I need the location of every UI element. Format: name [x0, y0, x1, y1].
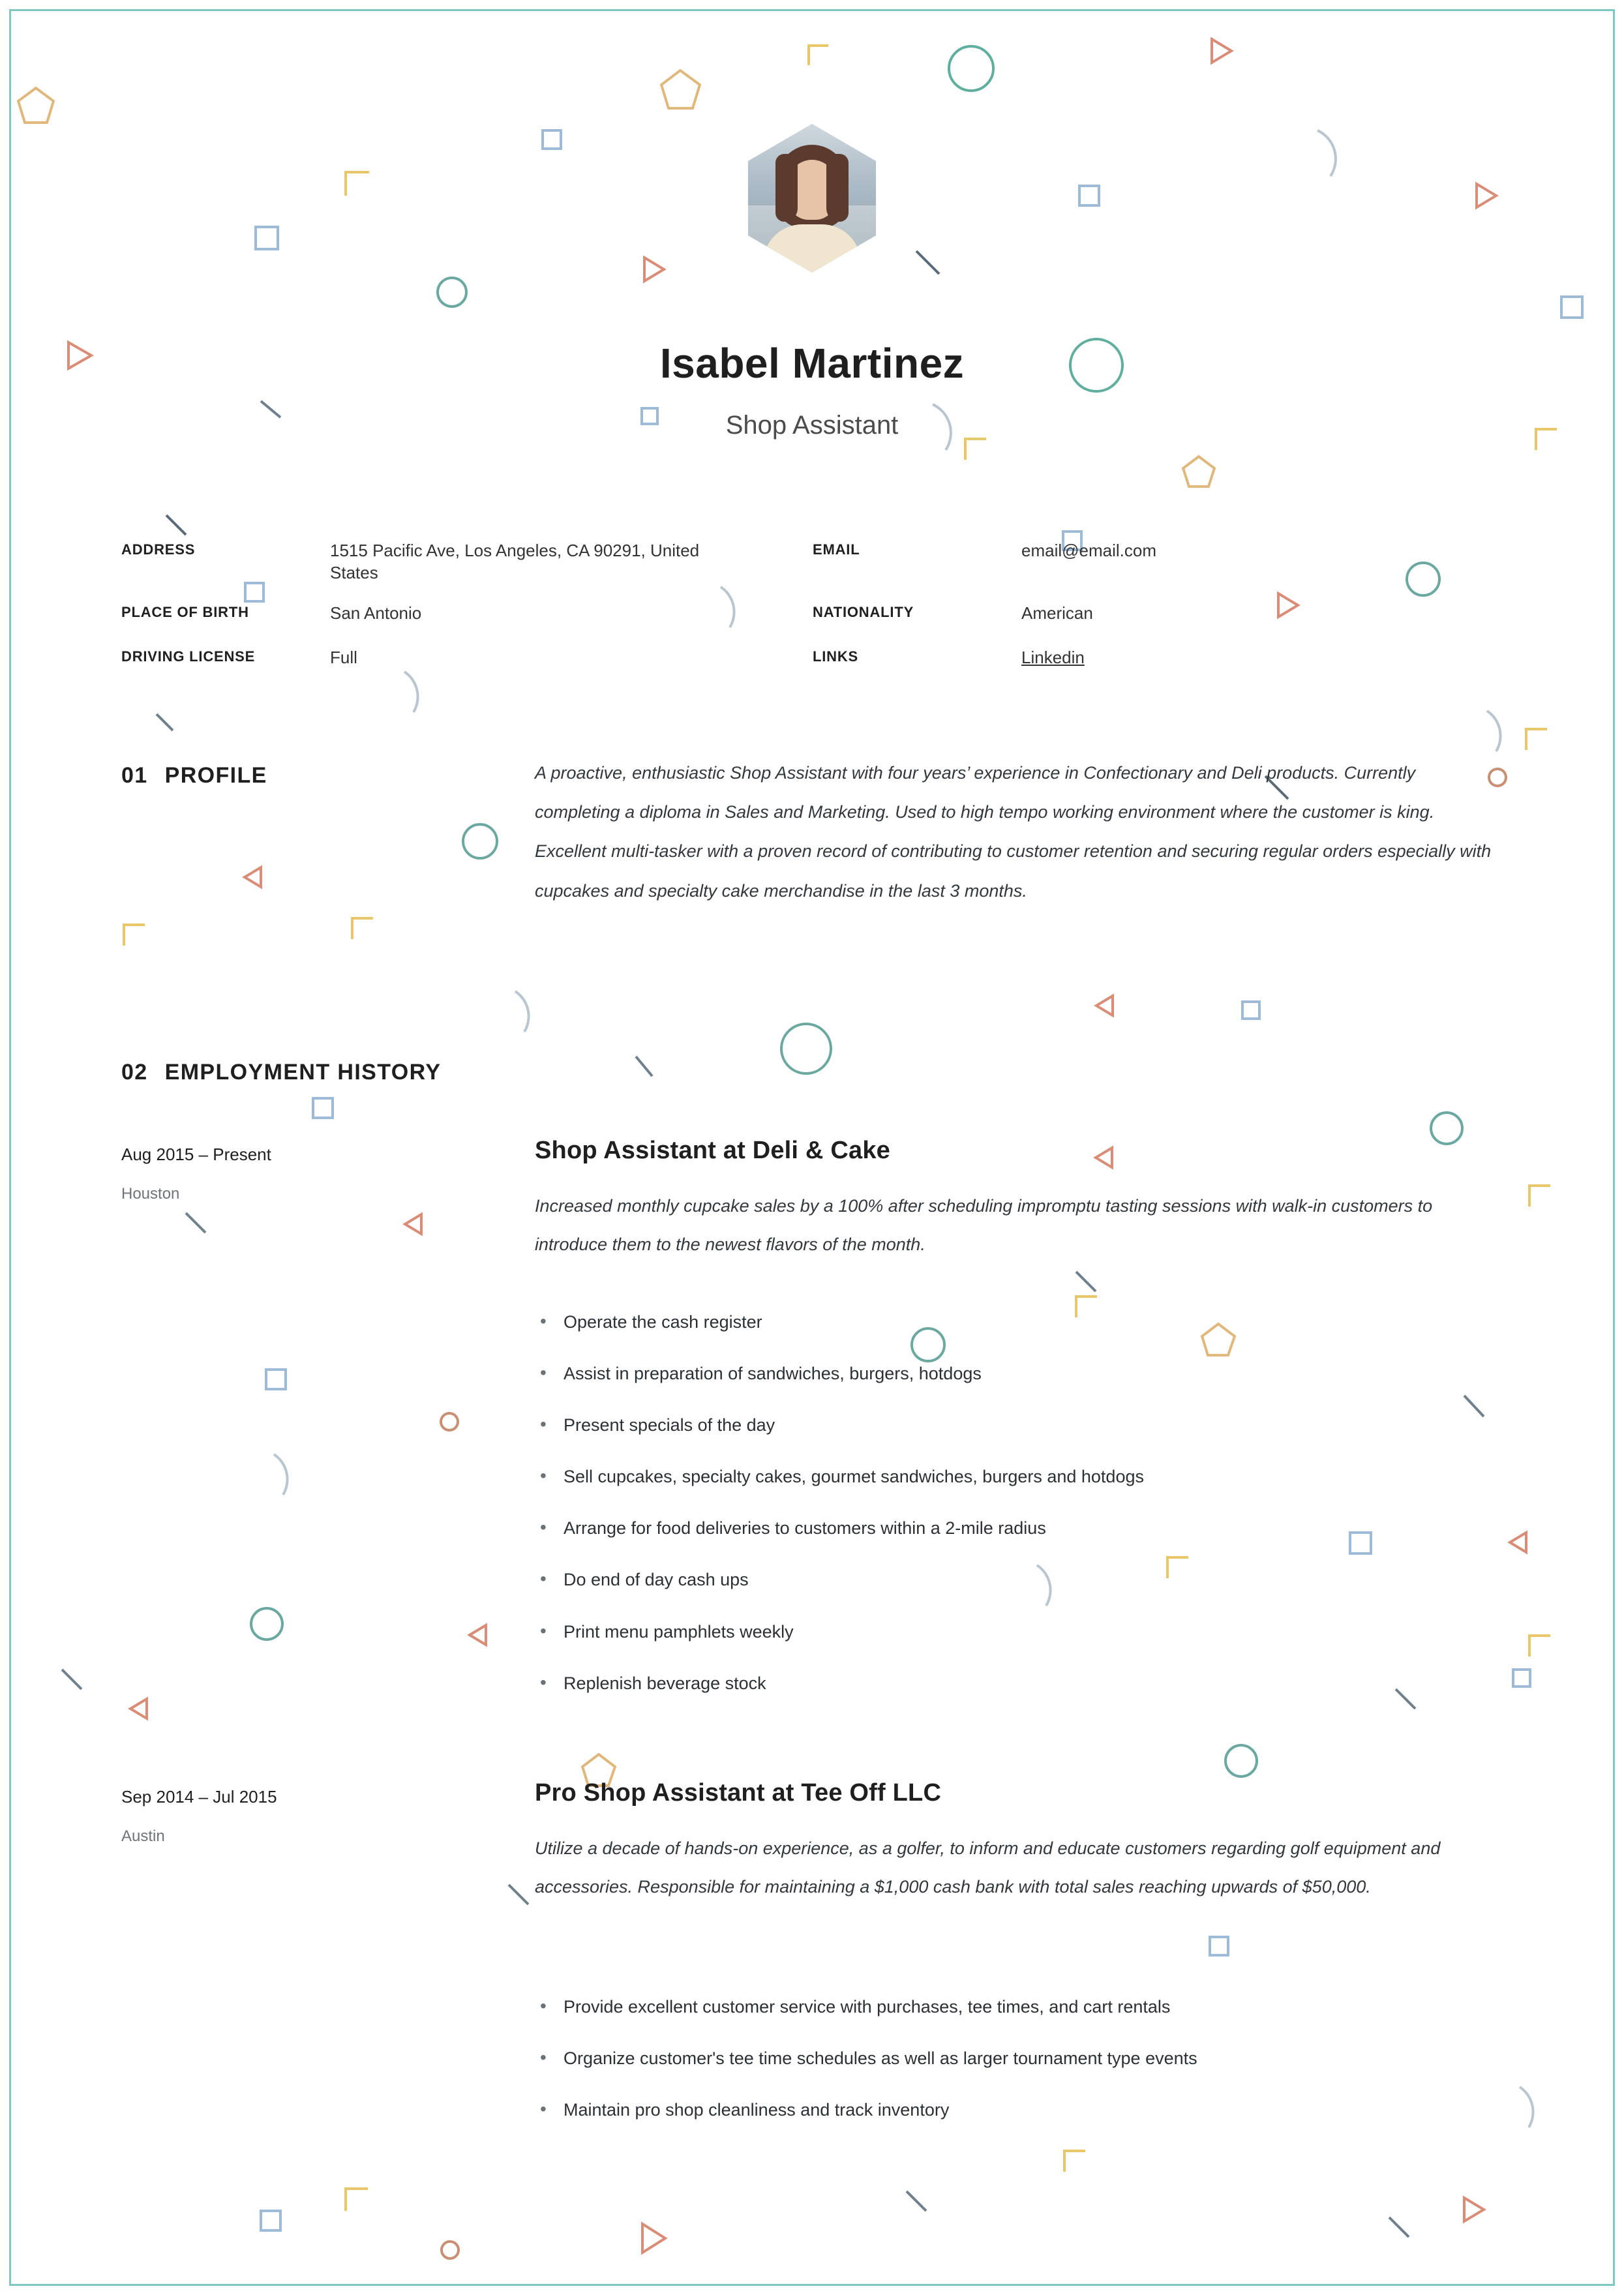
list-item: • Present specials of the day: [535, 1414, 1494, 1437]
list-item: • Print menu pamphlets weekly: [535, 1621, 1494, 1643]
contact-column-left: [121, 541, 813, 690]
contact-value-links: [1021, 646, 1085, 668]
contact-value-nationality: American: [1021, 603, 1093, 623]
list-item: • Do end of day cash ups: [535, 1568, 1494, 1591]
list-item: • Assist in preparation of sandwiches, burgers, hotdogs: [535, 1362, 1494, 1385]
list-item: • Operate the cash register: [535, 1311, 1494, 1334]
list-item: • Sell cupcakes, specialty cakes, gourmet sandwiches, burgers and hotdogs: [535, 1465, 1494, 1488]
contact-label-driving-license: DRIVING LICENSE: [121, 648, 256, 665]
contact-label-email: EMAIL: [813, 541, 860, 558]
section-title-employment: EMPLOYMENT HISTORY: [164, 1060, 442, 1085]
profile-body-text: A proactive, enthusiastic Shop Assistant with four years’ experience in Confectionary and Deli products. Currently completing a diploma in Sales and Marketing. Used to high tempo working environment where the customer is king. Excellent multi-tasker with a proven record of contributing to customer retention and securing regular orders especially with cupcakes and specialty cake merchandise in the last 3 months.: [535, 763, 1492, 901]
job-title-subtitle: Shop Assistant: [725, 411, 899, 440]
list-item: • Arrange for food deliveries to customers within a 2-mile radius: [535, 1517, 1494, 1540]
section-heading-employment: [121, 1060, 441, 1085]
contact-row-driving-license: [121, 648, 813, 690]
page-title: Isabel Martinez: [659, 340, 965, 387]
employment-bullet-list: [535, 1311, 1494, 1724]
contact-row-address: [121, 541, 813, 604]
contact-label-place-of-birth: PLACE OF BIRTH: [121, 604, 249, 620]
contact-row-nationality: [813, 604, 1504, 648]
contact-row-email: [813, 541, 1504, 604]
contact-value-driving-license: Full: [330, 648, 357, 667]
contact-label-address: ADDRESS: [121, 541, 196, 558]
contact-row-place-of-birth: [121, 604, 813, 648]
section-heading-profile: [121, 763, 267, 788]
avatar: [738, 124, 886, 273]
list-item: • Organize customer's tee time schedules as well as larger tournament type events: [535, 2047, 1494, 2070]
photo-hair-left: [775, 154, 798, 222]
list-item: • Provide excellent customer service with purchases, tee times, and cart rentals: [535, 1996, 1494, 2018]
contact-value-email[interactable]: email@email.com: [1021, 541, 1156, 560]
employment-dates: Aug 2015 – Present: [121, 1145, 271, 1164]
avatar-photo: [738, 124, 886, 273]
section-title-profile: PROFILE: [164, 763, 267, 788]
contact-value-place-of-birth: San Antonio: [330, 603, 422, 623]
employment-dates: Sep 2014 – Jul 2015: [121, 1787, 277, 1807]
employment-description: Increased monthly cupcake sales by a 100% after scheduling impromptu tasting sessions with walk-in customers to introduce them to the newest flavors of the month.: [535, 1196, 1433, 1255]
contact-label-links: LINKS: [813, 648, 858, 665]
linkedin-link[interactable]: Linkedin: [1021, 648, 1085, 667]
list-item: • Replenish beverage stock: [535, 1672, 1494, 1695]
employment-city: Houston: [121, 1185, 180, 1203]
section-number-profile: 01: [121, 763, 148, 788]
employment-description: Utilize a decade of hands-on experience, as a golfer, to inform and educate customers regarding golf equipment and accessories. Responsible for maintaining a $1,000 cash bank with total sales reaching upwards of $50,000.: [535, 1838, 1441, 1897]
contact-label-nationality: NATIONALITY: [813, 604, 914, 620]
employment-city: Austin: [121, 1827, 165, 1845]
section-number-employment: 02: [121, 1060, 148, 1085]
employment-heading: Pro Shop Assistant at Tee Off LLC: [535, 1779, 942, 1807]
list-item: • Maintain pro shop cleanliness and track inventory: [535, 2099, 1494, 2122]
contact-value-address: 1515 Pacific Ave, Los Angeles, CA 90291, United States: [330, 541, 700, 583]
contact-column-right: [813, 541, 1504, 690]
employment-heading: Shop Assistant at Deli & Cake: [535, 1137, 890, 1164]
employment-bullet-list: [535, 1996, 1494, 2150]
contact-row-links: [813, 648, 1504, 690]
photo-hair-right: [826, 154, 849, 222]
